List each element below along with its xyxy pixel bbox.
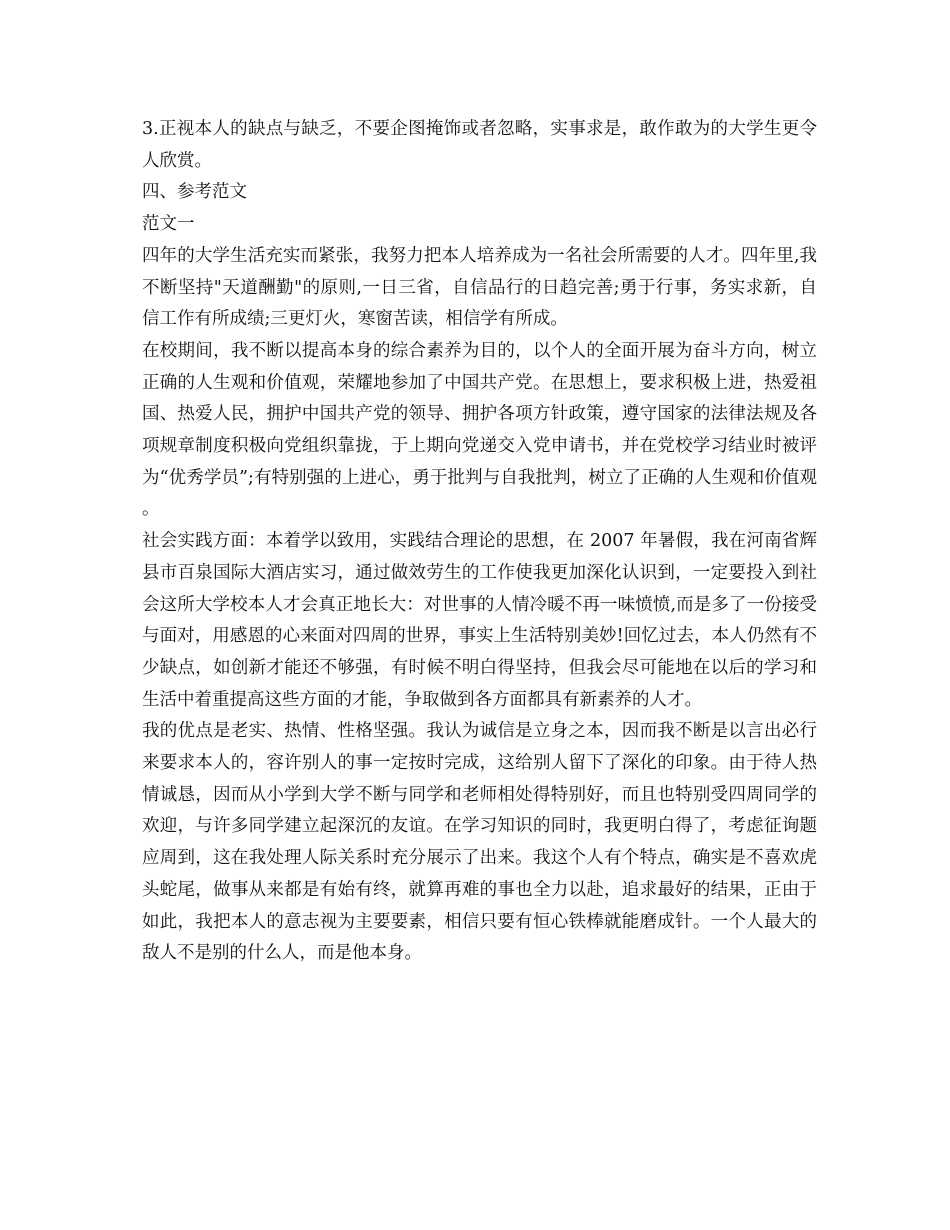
paragraph-school: 在校期间，我不断以提高本身的综合素养为目的，以个人的全面开展为奋斗方向，树立正确的人生观和价值观，荣耀地参加了中国共产党。在思想上，要求积极上进，热爱祖国、热爱人民，拥护中国共产党的领导、拥护各项方针政策，遵守国家的法律法规及各项规章制度积极向党组织靠拢，于上期向党递交入党申请书，并在党校学习结业时被评为“优秀学员”;有特别强的上进心，勇于批判与自我批判，树立了正确的人生观和价值观。 — [142, 340, 817, 520]
paragraph-point-3: 3.正视本人的缺点与缺乏，不要企图掩饰或者忽略，实事求是，敢作敢为的大学生更令人欣赏。 — [142, 119, 817, 171]
section-heading: 四、参考范文 — [142, 182, 247, 203]
document-body — [142, 114, 817, 970]
paragraph-strengths: 我的优点是老实、热情、性格坚强。我认为诚信是立身之本，因而我不断是以言出必行来要求本人的，容许别人的事一定按时完成，这给别人留下了深化的印象。由于待人热情诚恳，因而从小学到大学不断与同学和老师相处得特别好，而且也特别受四周同学的欢迎，与许多同学建立起深沉的友谊。在学习知识的同时，我更明白得了，考虑征询题应周到，这在我处理人际关系时充分展示了出来。我这个人有个特点，确实是不喜欢虎头蛇尾，做事从来都是有始有终，就算再难的事也全力以赴，追求最好的结果，正由于如此，我把本人的意志视为主要要素，相信只要有恒心铁棒就能磨成针。一个人最大的敌人不是别的什么人，而是他本身。 — [142, 721, 817, 964]
paragraph-intro: 四年的大学生活充实而紧张，我努力把本人培养成为一名社会所需要的人才。四年里,我不断坚持"天道酬勤"的原则,一日三省，自信品行的日趋完善;勇于行事，务实求新，自信工作有所成绩;三更灯火，寒窗苦读，相信学有所成。 — [142, 245, 817, 330]
paragraph-practice: 社会实践方面：本着学以致用，实践结合理论的思想，在 2007 年暑假，我在河南省辉县市百泉国际大酒店实习，通过做效劳生的工作使我更加深化认识到，一定要投入到社会这所大学校本人才会真正地长大：对世事的人情冷暖不再一味愤愤,而是多了一份接受与面对，用感恩的心来面对四周的世界，事实上生活特别美妙!回忆过去，本人仍然有不少缺点，如创新才能还不够强，有时候不明白得坚持，但我会尽可能地在以后的学习和生活中着重提高这些方面的才能，争取做到各方面都具有新素养的人才。 — [142, 531, 817, 710]
sample-title: 范文一 — [142, 214, 195, 235]
